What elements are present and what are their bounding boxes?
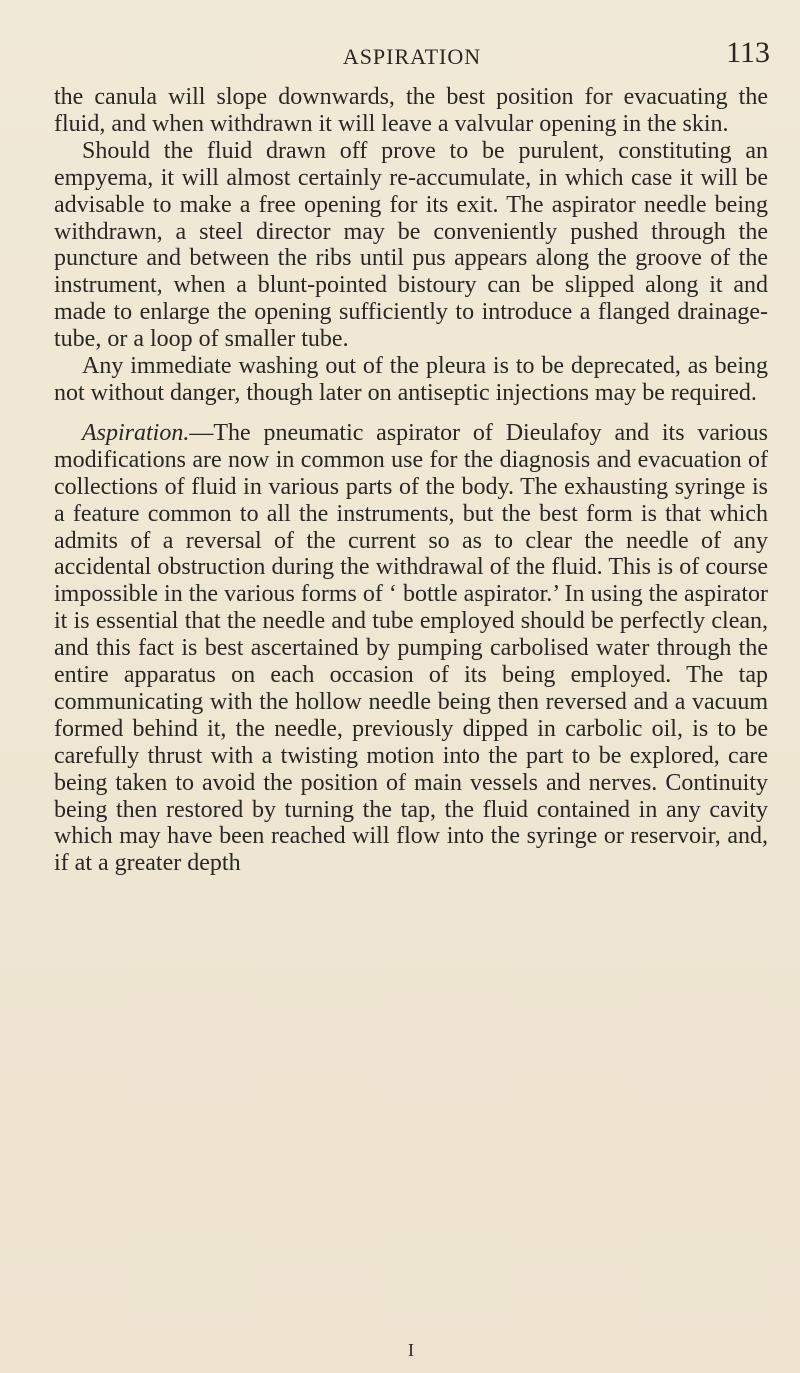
body-text [54, 84, 768, 877]
paragraph-aspiration-text: —The pneumatic aspirator of Dieulafoy and its various modifications are now in common use for the diagnosis and evacuation of collections of fluid in various parts of the body. The exhausting syringe is a feature common to all the instruments, but the best form is that which admits of a reversal of the current so as to clear the needle of any accidental obstruction during the withdrawal of the fluid. This is of course impossible in the various forms of ‘ bottle aspirator.’ In using the aspirator it is essential that the needle and tube employed should be perfectly clean, and this fact is best ascertained by pumping carbolised water through the entire apparatus on each occasion of its being employed. The tap communicating with the hollow needle being then reversed and a vacuum formed behind it, the needle, previously dipped in carbolic oil, is to be carefully thrust with a twisting motion into the part to be explored, care being taken to avoid the position of main vessels and nerves. Continuity being then restored by turning the tap, the fluid contained in any cavity which may have been reached will flow into the syringe or reservoir, and, if at a greater depth [54, 419, 768, 877]
running-title: ASPIRATION [342, 44, 482, 69]
running-head [54, 36, 770, 72]
paragraph-continuation: the canula will slope downwards, the best position for evacuating the fluid, and when withdrawn it will leave a valvular opening in the skin. [54, 84, 768, 137]
paragraph-empyema: Should the fluid drawn off prove to be purulent, constituting an empyema, it will almost certainly re-accumulate, in which case it will be advisable to make a free opening for its exit. The aspirator needle being withdrawn, a steel director may be conveniently pushed through the puncture and between the ribs until pus appears along the groove of the instrument, when a blunt-pointed bistoury can be slipped along it and made to enlarge the opening sufficiently to introduce a flanged drainage-tube, or a loop of smaller tube. [54, 137, 768, 353]
paragraph-washing: Any immediate washing out of the pleura is to be deprecated, as being not without danger, though later on antiseptic injections may be required. [54, 353, 768, 406]
signature-mark: I [408, 1340, 414, 1360]
page-number: 113 [726, 36, 770, 69]
section-heading-aspiration: Aspiration. [82, 419, 190, 446]
paragraph-aspiration [54, 420, 768, 877]
